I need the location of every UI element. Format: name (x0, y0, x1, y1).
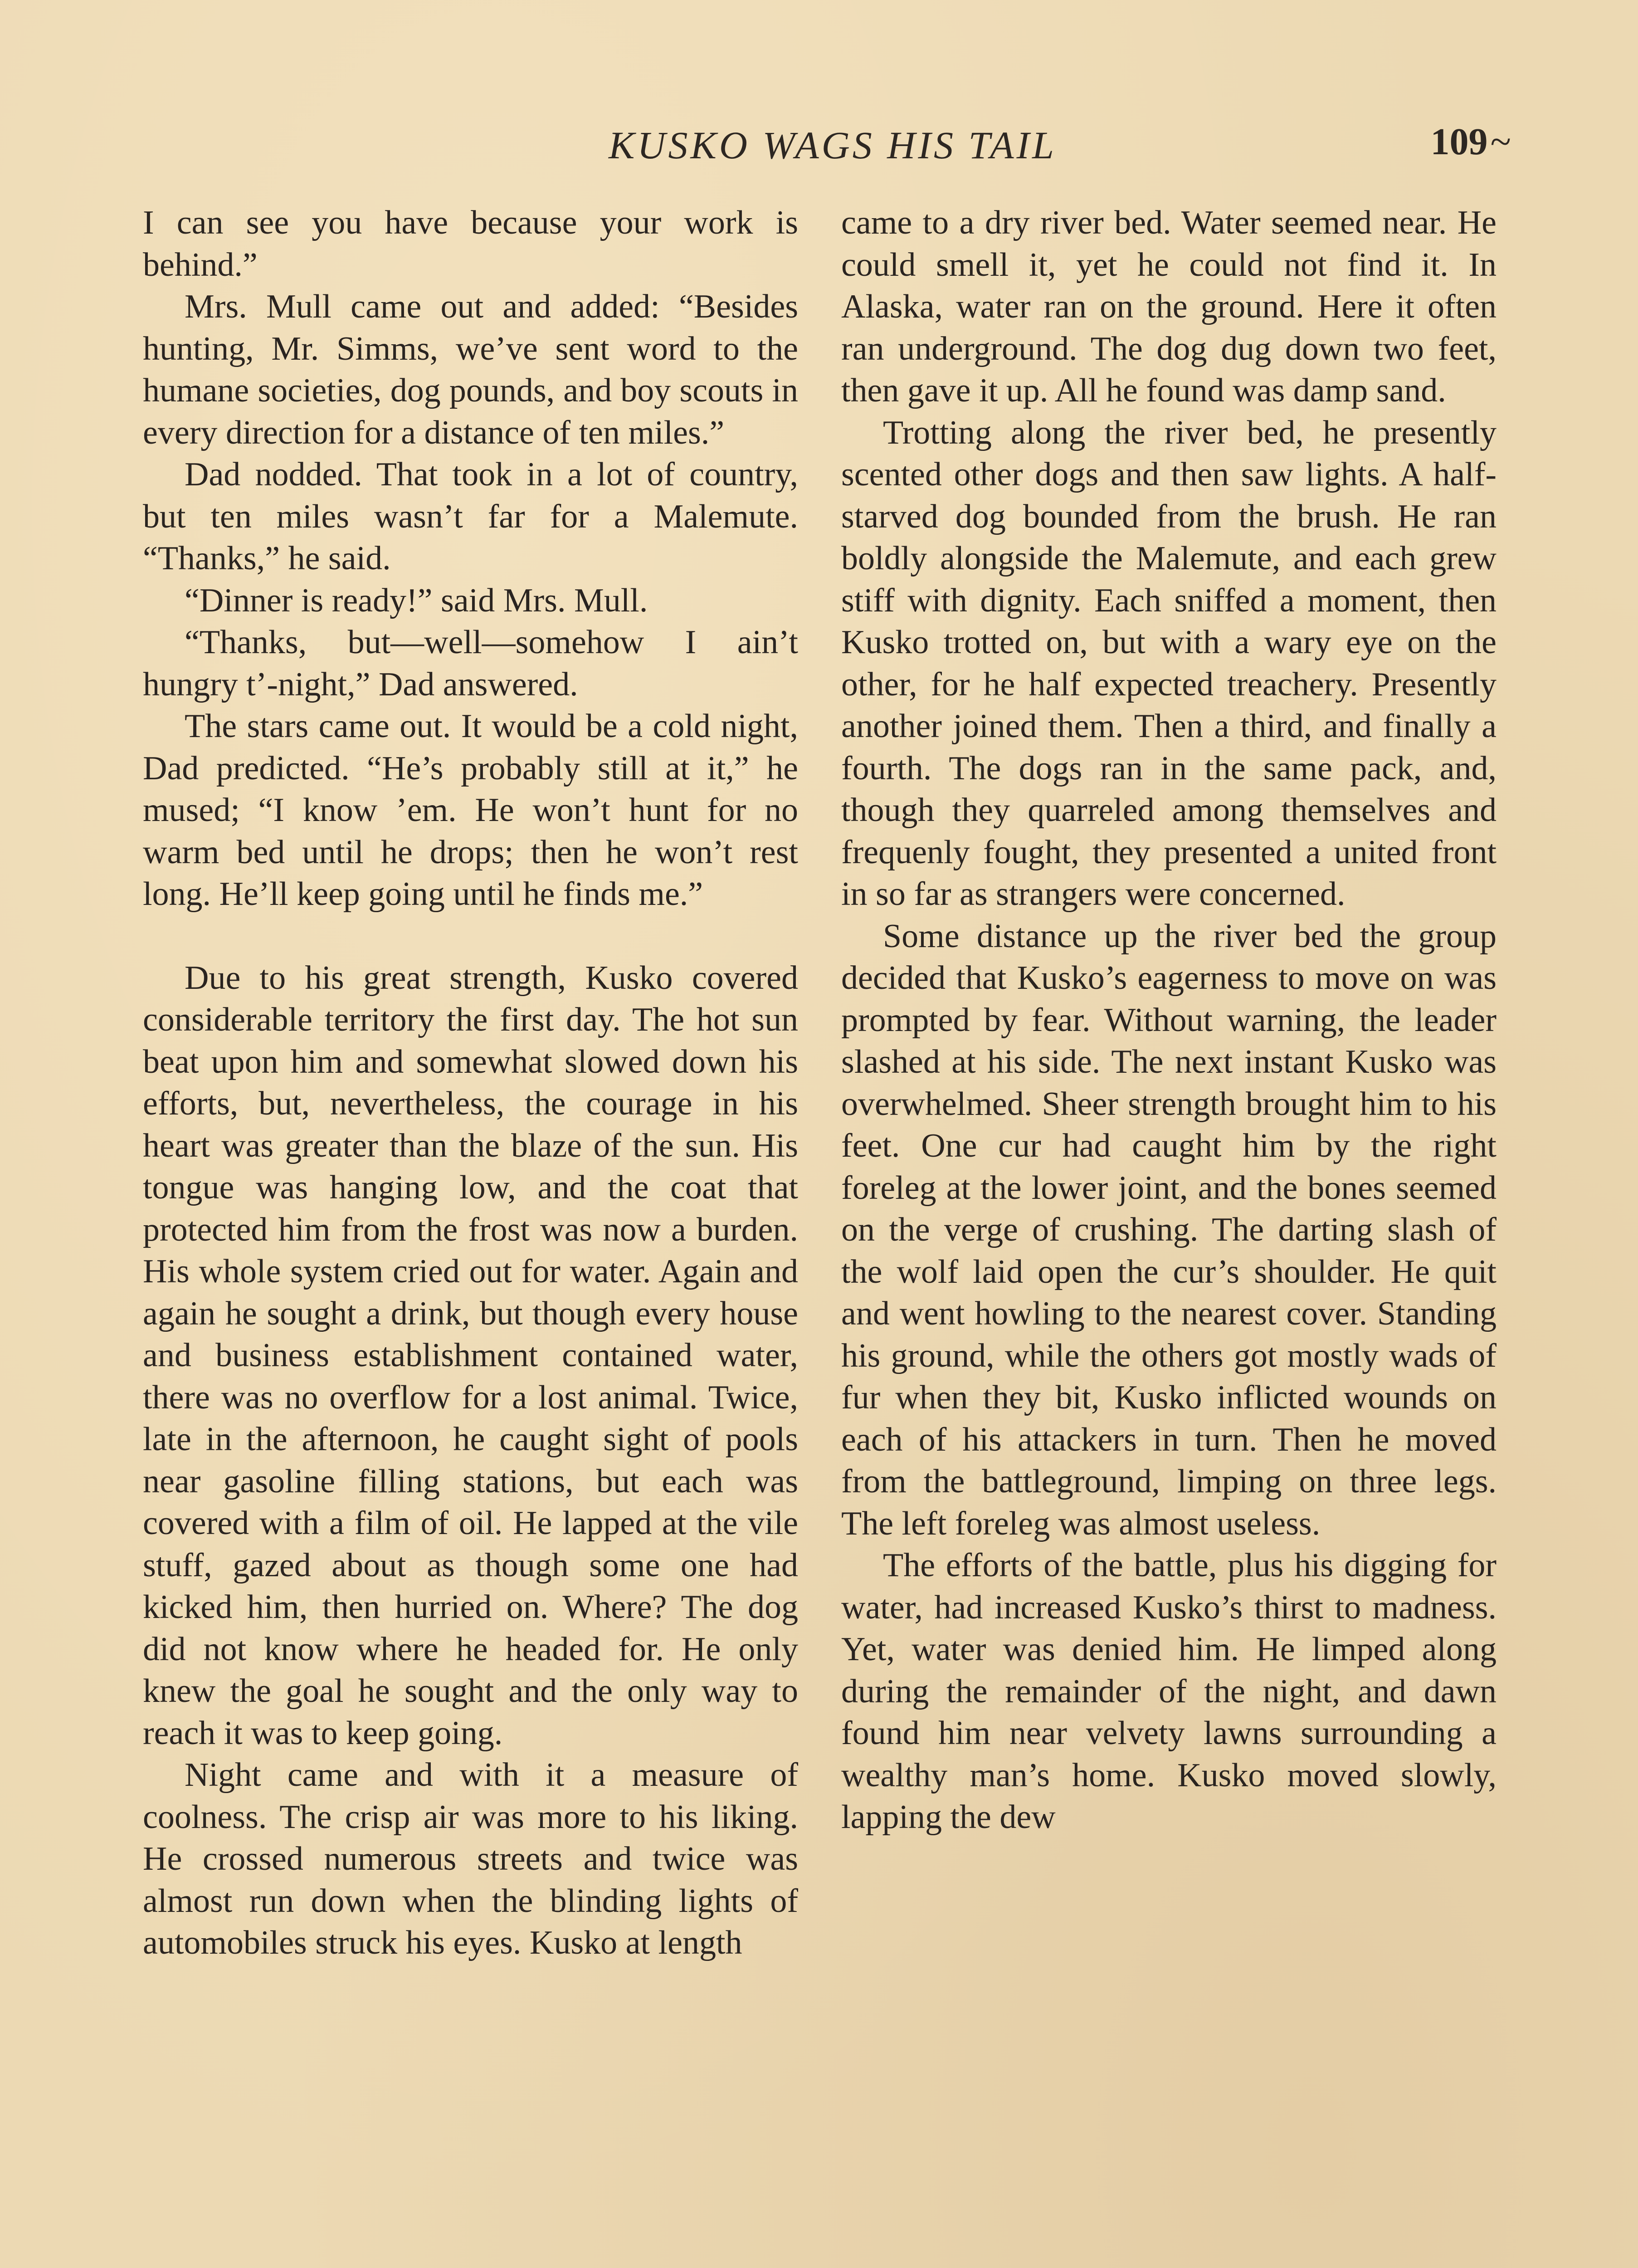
running-title: KUSKO WAGS HIS TAIL (609, 123, 1057, 167)
paragraph: Trotting along the river bed, he presently scented other dogs and then saw lights. A half-starved dog bounded from the brush. He ran boldly alongside the Malemute, and each grew stiff with dignity. Each sniffed a moment, then Kusko trotted on, but with a wary eye on the other, for he half expected treachery. Presently another joined them. Then a third, and finally a fourth. The dogs ran in the same pack, and, though they quarreled among themselves and frequenly fought, they presented a united front in so far as strangers were concerned. (841, 414, 1497, 913)
paragraph: came to a dry river bed. Water seemed near. He could smell it, yet he could not find it. In Alaska, water ran on the ground. Here it often ran underground. The dog dug down two feet, then gave it up. All he found was damp sand. (841, 204, 1497, 409)
paragraph: Some distance up the river bed the group decided that Kusko’s eagerness to move on was prompted by fear. Without warning, the leader slashed at his side. The next instant Kusko was overwhelmed. Sheer strength brought him to his feet. One cur had caught him by the right foreleg at the lower joint, and the bones seemed on the verge of crushing. The darting slash of the wolf laid open the cur’s shoulder. He quit and went howling to the nearest cover. Standing his ground, while the others got mostly wads of fur when they bit, Kusko inflicted wounds on each of his attackers in turn. Then he moved from the battleground, limping on three legs. The left foreleg was almost useless. (841, 917, 1497, 1542)
paragraph: Mrs. Mull came out and added: “Besides hunting, Mr. Simms, we’ve sent word to the humane societies, dog pounds, and boy scouts in every direction for a distance of ten miles.” (143, 288, 798, 451)
paragraph: Due to his great strength, Kusko covered considerable territory the first day. The hot sun beat upon him and somewhat slowed down his efforts, but, nevertheless, the courage in his heart was greater than the blaze of the sun. His tongue was hanging low, and the coat that protected him from the frost was now a burden. His whole system cried out for water. Again and again he sought a drink, but though every house and business establishment contained water, there was no overflow for a lost animal. Twice, late in the afternoon, he caught sight of pools near gasoline filling stations, but each was covered with a film of oil. He lapped at the vile stuff, gazed about as though some one had kicked him, then hurried on. Where? The dog did not know where he headed for. He only knew the goal he sought and the only way to reach it was to keep going. (143, 959, 798, 1752)
paragraph: “Thanks, but—well—somehow I ain’t hungry t’-night,” Dad answered. (143, 624, 798, 703)
paragraph: The efforts of the battle, plus his digging for water, had increased Kusko’s thirst to madness. Yet, water was denied him. He limped along during the remainder of the night, and dawn found him near velvety lawns surrounding a wealthy man’s home. Kusko moved slowly, lapping the dew (841, 1547, 1497, 1836)
paragraph: The stars came out. It would be a cold night, Dad predicted. “He’s probably still at it,” he mused; “I know ’em. He won’t hunt for no warm bed until he drops; then he won’t rest long. He’ll keep going until he finds me.” (143, 708, 798, 913)
page-header (136, 113, 1529, 177)
right-column (841, 202, 1497, 1838)
paragraph: I can see you have because your work is behind.” (143, 204, 798, 284)
page-number: 109 ~ (1431, 120, 1511, 164)
paragraph: Night came and with it a measure of coolness. The crisp air was more to his liking. He crossed numerous streets and twice was almost run down when the blinding lights of automobiles struck his eyes. Kusko at length (143, 1756, 798, 1961)
paragraph: “Dinner is ready!” said Mrs. Mull. (185, 582, 648, 619)
paragraph: Dad nodded. That took in a lot of country, but ten miles wasn’t far for a Malemute. “Thanks,” he said. (143, 456, 798, 577)
left-column (143, 202, 798, 1964)
